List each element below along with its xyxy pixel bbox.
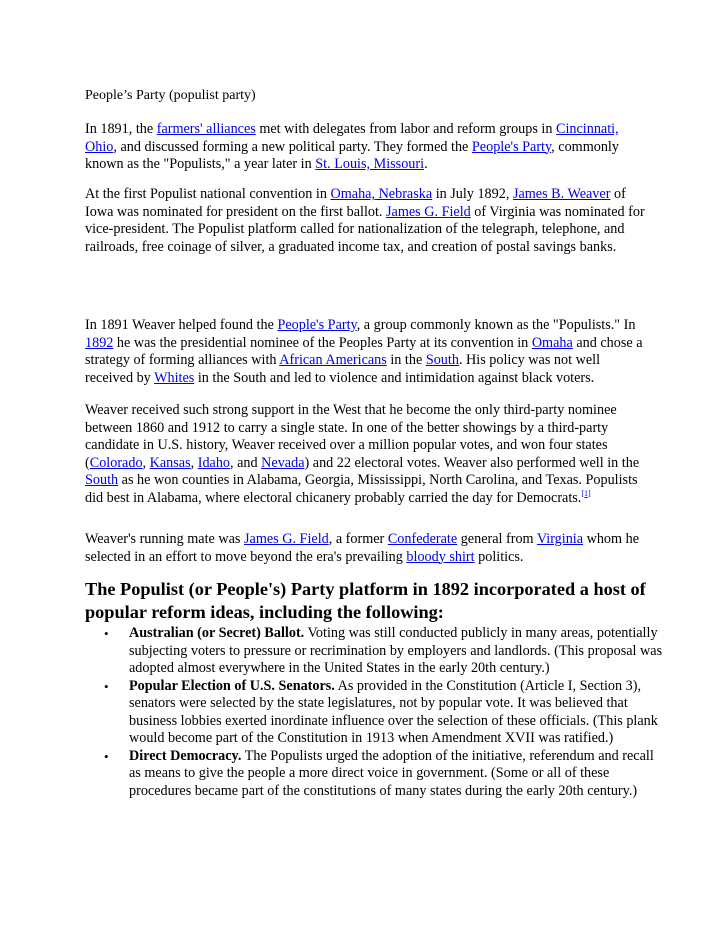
hyperlink[interactable]: Cincinnati, Ohio [85, 121, 619, 155]
text-run: he was the presidential nominee of the Peoples Party at its convention in [113, 334, 532, 351]
list-item-title: Direct Democracy. [129, 747, 242, 764]
list-item-text: Voting was still conducted publicly in many areas, potentially subjecting voters to pressure or recrimination by employers and landlords. (This proposal was adopted almost everywhere in the United States in the early 20th century.) [129, 625, 663, 676]
list-item [85, 625, 665, 678]
text-run: as he won counties in Alabama, Georgia, Mississippi, North Carolina, and Texas. Populists did best in Alabama, where electoral chicanery probably carried the day for Democrats. [85, 472, 638, 506]
bullet-icon: • [104, 626, 109, 641]
text-run: met with delegates from labor and reform groups in [255, 121, 556, 137]
list-item-title: Popular Election of U.S. Senators. [129, 677, 335, 694]
hyperlink[interactable]: 1892 [85, 334, 114, 351]
text-run: , a former [328, 531, 388, 547]
paragraph-weaver-support [85, 402, 645, 507]
hyperlink[interactable]: Idaho [197, 454, 231, 471]
text-run: . His policy was not well received by [85, 352, 601, 386]
hyperlink[interactable]: People's Party [277, 317, 357, 333]
platform-list [85, 625, 665, 800]
hyperlink[interactable]: Colorado [89, 454, 143, 471]
hyperlink[interactable]: St. Louis, Missouri [315, 156, 425, 172]
paragraph-running-mate [85, 531, 645, 566]
hyperlink[interactable]: James G. Field [386, 203, 471, 220]
text-run: . [424, 156, 428, 172]
paragraph-weaver-alliances [85, 317, 645, 387]
hyperlink[interactable]: bloody shirt [406, 548, 475, 565]
text-run: in the South and led to violence and intimidation against black voters. [194, 369, 595, 386]
text-run: , a group commonly known as the "Populists." In [356, 317, 636, 333]
text-run: politics. [474, 548, 524, 565]
hyperlink[interactable]: South [85, 472, 119, 488]
text-run: general from [457, 531, 537, 547]
text-run: whom he selected in an effort to move beyond the era's prevailing [85, 531, 640, 565]
text-run: , commonly known as the "Populists," a year later in [85, 138, 619, 172]
hyperlink[interactable]: South [425, 352, 459, 368]
hyperlink[interactable]: People's Party [471, 138, 552, 155]
text-run: in July 1892, [432, 186, 513, 202]
text-run: of Virginia was nominated for vice-president. The Populist platform called for nationalization of the telegraph, telephone, and railroads, free coinage of silver, a graduated income tax, and creation of postal savings banks. [85, 203, 645, 255]
text-run: Weaver's running mate was [85, 531, 244, 547]
hyperlink[interactable]: African Americans [279, 352, 387, 368]
text-run: , and discussed forming a new political party. They formed the [113, 138, 472, 155]
hyperlink[interactable]: farmers' alliances [156, 121, 256, 137]
hyperlink[interactable]: Kansas [149, 454, 191, 471]
platform-heading: The Populist (or People's) Party platform in 1892 incorporated a host of popular reform ideas, including the following: [85, 579, 646, 622]
hyperlink[interactable]: Virginia [536, 531, 584, 547]
text-run: , [190, 454, 198, 471]
text-run: in the [386, 352, 426, 368]
footnote-marker [581, 489, 590, 498]
text-run: In 1891, the [85, 121, 157, 137]
text-run: Weaver received such strong support in the West that he become the only third-party nominee between 1860 and 1912 to carry a single state. In one of the better showings by a third-party candidate in U.S. history, Weaver received over a million popular votes, and won four states ( [85, 402, 617, 471]
text-run: At the first Populist national convention in [85, 186, 331, 202]
list-item [85, 678, 665, 748]
hyperlink[interactable]: Nevada [261, 454, 305, 471]
list-item-title: Australian (or Secret) Ballot. [129, 625, 305, 641]
footnote-link[interactable]: [1] [581, 488, 591, 498]
text-run: of Iowa was nominated for president on the first ballot. [85, 186, 626, 220]
hyperlink[interactable]: Omaha [531, 334, 573, 351]
paragraph-convention [85, 186, 645, 256]
list-item [85, 748, 665, 801]
text-run: ) and 22 electoral votes. Weaver also performed well in the [304, 454, 640, 471]
text-run: In 1891 Weaver helped found the [85, 317, 278, 333]
list-item-text: The Populists urged the adoption of the initiative, referendum and recall as means to give the people a more direct voice in government. (Some or all of these procedures became part of the constitutions of many states during the early 20th century.) [129, 747, 654, 799]
paragraph-founding [85, 121, 645, 174]
hyperlink[interactable]: James B. Weaver [512, 186, 611, 202]
hyperlink[interactable]: Confederate [387, 531, 458, 547]
list-item-text: As provided in the Constitution (Article I, Section 3), senators were selected by the state legislatures, not by popular vote. It was believed that business lobbies exerted inordinate influence over the selection of these officials. (This plank would become part of the Constitution in 1913 when Amendment XVII was ratified.) [129, 677, 658, 746]
hyperlink[interactable]: James G. Field [244, 531, 329, 547]
text-run: , [142, 454, 150, 471]
bullet-icon: • [104, 748, 109, 764]
bullet-icon: • [104, 678, 109, 694]
hyperlink[interactable]: Whites [154, 369, 195, 386]
text-run: , and [230, 454, 262, 471]
hyperlink[interactable]: Omaha, Nebraska [330, 186, 433, 202]
text-run: and chose a strategy of forming alliances with [85, 334, 643, 368]
document-title: People’s Party (populist party) [85, 88, 256, 103]
